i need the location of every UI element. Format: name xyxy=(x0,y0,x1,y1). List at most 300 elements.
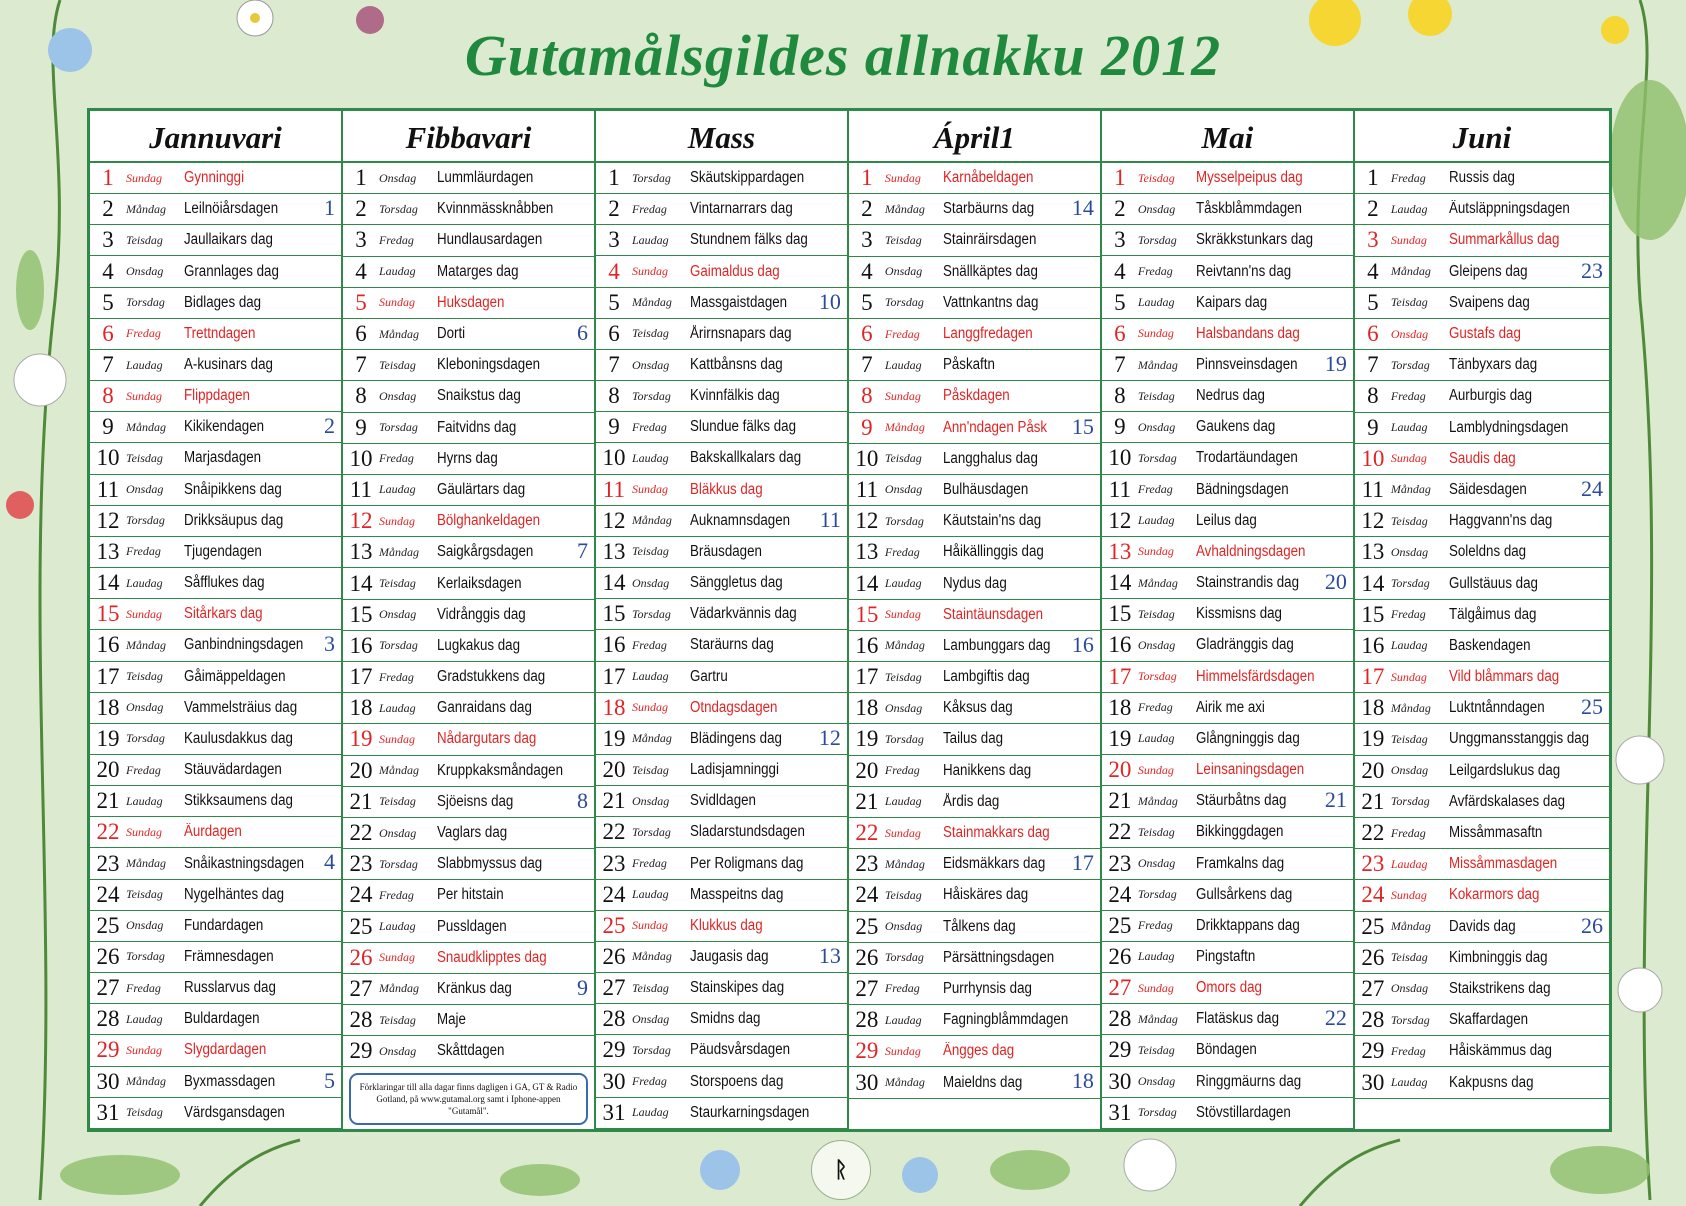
day-name: Gynninggi xyxy=(184,169,245,187)
day-row xyxy=(596,163,847,194)
day-number: 3 xyxy=(1114,227,1126,253)
day-number: 30 xyxy=(96,1068,120,1094)
weekday: Torsdag xyxy=(884,513,924,528)
weekday: Måndag xyxy=(1137,357,1178,372)
week-number: 15 xyxy=(1071,413,1094,439)
day-row xyxy=(343,849,594,880)
day-number: 22 xyxy=(1108,819,1132,845)
day-number: 16 xyxy=(96,632,120,658)
day-number: 27 xyxy=(855,975,879,1001)
weekday: Sundag xyxy=(631,700,668,715)
day-row xyxy=(90,381,341,412)
day-name: Nydus dag xyxy=(942,574,1007,592)
day-name: Hundlausardagen xyxy=(436,231,543,249)
day-number: 7 xyxy=(102,352,114,378)
day-row xyxy=(1355,662,1609,693)
day-number: 1 xyxy=(608,165,620,191)
day-number: 25 xyxy=(349,913,373,939)
day-name: Marjasdagen xyxy=(184,449,262,467)
day-number: 19 xyxy=(855,726,879,752)
weekday: Torsdag xyxy=(631,824,671,839)
day-name: Kikikendagen xyxy=(184,418,265,436)
weekday: Laudag xyxy=(1137,295,1175,310)
weekday: Fredag xyxy=(126,544,161,559)
month-column xyxy=(1102,111,1355,1129)
day-name: Haggvann'ns dag xyxy=(1448,512,1553,530)
day-number: 30 xyxy=(855,1069,879,1095)
week-number: 26 xyxy=(1581,912,1603,938)
weekday: Fredag xyxy=(1390,1043,1426,1058)
day-row xyxy=(596,381,847,412)
day-number: 19 xyxy=(96,725,120,751)
weekday: Teisdag xyxy=(126,450,163,465)
day-row xyxy=(343,288,594,319)
day-number: 4 xyxy=(102,258,114,284)
day-number: 18 xyxy=(349,695,373,721)
day-number: 16 xyxy=(1108,632,1132,658)
day-name: Russlarvus dag xyxy=(184,979,276,997)
day-number: 6 xyxy=(1367,321,1379,347)
day-row xyxy=(1355,912,1609,943)
day-number: 1 xyxy=(1367,165,1379,191)
day-name: Stövstillardagen xyxy=(1195,1103,1291,1121)
day-row xyxy=(1102,1067,1353,1098)
day-number: 18 xyxy=(1361,695,1385,721)
day-number: 5 xyxy=(102,289,114,315)
weekday: Fredag xyxy=(631,201,667,216)
day-name: Matarges dag xyxy=(436,262,519,280)
weekday: Laudag xyxy=(1390,420,1428,435)
day-number: 15 xyxy=(349,601,373,627)
day-row xyxy=(849,350,1100,381)
day-row xyxy=(596,630,847,661)
day-number: 26 xyxy=(1361,944,1385,970)
day-row xyxy=(596,848,847,879)
day-row xyxy=(1102,319,1353,350)
day-number: 1 xyxy=(861,165,873,191)
day-name: Faitvidns dag xyxy=(436,418,517,436)
weekday: Laudag xyxy=(631,887,669,902)
weekday: Fredag xyxy=(378,232,414,247)
weekday: Sundag xyxy=(378,950,415,965)
day-row xyxy=(1102,1098,1353,1129)
day-row xyxy=(343,1005,594,1036)
day-number: 2 xyxy=(102,196,114,222)
weekday: Laudag xyxy=(378,700,416,715)
weekday: Sundag xyxy=(631,482,668,497)
day-name: Kaipars dag xyxy=(1195,293,1268,311)
day-name: Ann'ndagen Påsk xyxy=(942,418,1047,436)
weekday: Laudag xyxy=(378,482,416,497)
day-row xyxy=(1102,225,1353,256)
day-name: Gustafs dag xyxy=(1448,325,1521,343)
weekday: Onsdag xyxy=(884,482,923,497)
day-name: Ängges dag xyxy=(942,1042,1015,1060)
day-number: 13 xyxy=(1108,538,1132,564)
week-number: 20 xyxy=(1324,569,1347,595)
month-name: Juni xyxy=(1355,111,1609,163)
weekday: Sundag xyxy=(884,388,921,403)
day-name: Gullstäuus dag xyxy=(1448,574,1538,592)
weekday: Torsdag xyxy=(631,1042,671,1057)
day-row xyxy=(90,599,341,630)
day-row xyxy=(343,319,594,350)
day-row xyxy=(1355,756,1609,787)
day-row xyxy=(1102,817,1353,848)
day-number: 21 xyxy=(602,788,626,814)
day-row xyxy=(849,475,1100,506)
weekday: Fredag xyxy=(1390,607,1426,622)
day-row xyxy=(1102,942,1353,973)
weekday: Måndag xyxy=(126,419,166,434)
day-row xyxy=(1355,849,1609,880)
weekday: Måndag xyxy=(378,763,419,778)
weekday: Onsdag xyxy=(1137,637,1176,652)
day-row xyxy=(596,599,847,630)
day-row xyxy=(1102,381,1353,412)
day-number: 3 xyxy=(355,227,367,253)
weekday: Laudag xyxy=(631,669,669,684)
weekday: Fredag xyxy=(631,856,667,871)
day-name: Stäurbåtns dag xyxy=(1195,792,1287,810)
day-name: Saigkårgsdagen xyxy=(436,543,534,561)
day-name: Värdsgansdagen xyxy=(184,1103,285,1121)
weekday: Teisdag xyxy=(631,544,669,559)
day-number: 9 xyxy=(102,414,114,440)
day-row xyxy=(343,225,594,256)
weekday: Måndag xyxy=(1390,919,1431,934)
day-row xyxy=(1355,288,1609,319)
day-row xyxy=(90,786,341,817)
day-row xyxy=(1355,506,1609,537)
weekday: Måndag xyxy=(884,856,925,871)
weekday: Laudag xyxy=(884,794,922,809)
day-row xyxy=(343,568,594,599)
day-name: Glångninggis dag xyxy=(1195,729,1300,747)
day-row xyxy=(596,724,847,755)
day-row xyxy=(1355,381,1609,412)
day-number: 5 xyxy=(1367,289,1379,315)
day-name: Eidsmäkkars dag xyxy=(942,855,1046,873)
weekday: Teisdag xyxy=(884,887,922,902)
day-name: Huksdagen xyxy=(436,293,505,311)
day-number: 5 xyxy=(608,289,620,315)
day-number: 8 xyxy=(102,383,114,409)
day-name: Äurdagen xyxy=(184,823,242,841)
day-number: 7 xyxy=(861,352,873,378)
day-number: 23 xyxy=(96,850,120,876)
day-name: Kränkus dag xyxy=(436,979,512,997)
day-number: 26 xyxy=(855,944,879,970)
day-number: 15 xyxy=(855,601,879,627)
month-column xyxy=(1355,111,1609,1129)
day-row xyxy=(596,288,847,319)
day-name: Flippdagen xyxy=(184,387,250,405)
weekday: Onsdag xyxy=(126,700,164,715)
day-number: 10 xyxy=(602,445,626,471)
day-row xyxy=(90,537,341,568)
weekday: Laudag xyxy=(631,1105,669,1120)
day-name: Stundnem fälks dag xyxy=(689,231,808,249)
weekday: Onsdag xyxy=(1137,419,1176,434)
day-name: Snåikastningsdagen xyxy=(184,854,305,872)
day-row xyxy=(1102,630,1353,661)
day-row xyxy=(1355,194,1609,225)
day-row xyxy=(596,817,847,848)
day-number: 14 xyxy=(96,570,120,596)
day-row xyxy=(1102,288,1353,319)
day-number: 23 xyxy=(1361,851,1385,877)
week-number: 12 xyxy=(818,724,841,750)
day-name: Saudis dag xyxy=(1448,449,1516,467)
day-row xyxy=(343,163,594,194)
day-name: Kaulusdakkus dag xyxy=(184,729,293,747)
day-name: Drikktappans dag xyxy=(1195,916,1300,934)
day-row xyxy=(343,693,594,724)
weekday: Fredag xyxy=(631,1074,667,1089)
day-name: Gäulärtars dag xyxy=(436,480,526,498)
weekday: Måndag xyxy=(884,638,925,653)
weekday: Teisdag xyxy=(1137,170,1175,185)
day-name: Tjugendagen xyxy=(184,542,262,560)
day-name: Såfflukes dag xyxy=(184,574,265,592)
day-name: Bikkinggdagen xyxy=(1195,823,1284,841)
day-name: Skåttdagen xyxy=(436,1042,505,1060)
day-number: 11 xyxy=(855,476,878,502)
day-number: 1 xyxy=(355,165,367,191)
day-name: Byxmassdagen xyxy=(184,1072,276,1090)
weekday: Fredag xyxy=(884,326,920,341)
day-number: 16 xyxy=(602,632,626,658)
day-row xyxy=(90,880,341,911)
day-row xyxy=(1355,568,1609,599)
day-name: Böndagen xyxy=(1195,1041,1257,1059)
day-number: 7 xyxy=(355,352,367,378)
day-name: Starbäurns dag xyxy=(942,200,1035,218)
day-number: 3 xyxy=(861,227,873,253)
day-name: Masspeitns dag xyxy=(689,885,784,903)
day-name: Flatäskus dag xyxy=(1195,1010,1279,1028)
day-name: Jaugasis dag xyxy=(689,947,769,965)
day-number: 2 xyxy=(1367,196,1379,222)
weekday: Teisdag xyxy=(1137,388,1175,403)
day-name: Svaipens dag xyxy=(1448,293,1530,311)
day-name: Staräurns dag xyxy=(689,636,774,654)
weekday: Torsdag xyxy=(1137,450,1177,465)
day-number: 28 xyxy=(1108,1006,1132,1032)
day-row xyxy=(849,288,1100,319)
day-row xyxy=(596,942,847,973)
day-row xyxy=(596,1067,847,1098)
day-row xyxy=(343,1036,594,1067)
weekday: Teisdag xyxy=(126,887,163,902)
day-number: 15 xyxy=(1361,601,1385,627)
week-number: 25 xyxy=(1581,694,1603,720)
day-row xyxy=(343,475,594,506)
day-number: 11 xyxy=(349,476,373,502)
weekday: Onsdag xyxy=(631,793,670,808)
day-name: Per Roligmans dag xyxy=(689,854,804,872)
weekday: Onsdag xyxy=(1137,201,1176,216)
day-name: Trodartäundagen xyxy=(1195,449,1298,467)
week-number: 7 xyxy=(576,538,588,564)
day-name: Davids dag xyxy=(1448,917,1516,935)
day-name: Unggmansstanggis dag xyxy=(1448,730,1589,748)
day-name: Himmelsfärdsdagen xyxy=(1195,667,1315,685)
day-name: Vaglars dag xyxy=(436,824,508,842)
day-number: 13 xyxy=(602,538,626,564)
day-number: 20 xyxy=(96,757,120,783)
day-number: 6 xyxy=(608,320,620,346)
day-number: 26 xyxy=(96,943,120,969)
day-row xyxy=(1355,225,1609,256)
day-name: Päudsvårsdagen xyxy=(689,1041,790,1059)
day-name: Otndagsdagen xyxy=(689,698,778,716)
weekday: Onsdag xyxy=(884,700,923,715)
day-name: Håikällinggis dag xyxy=(942,543,1044,561)
weekday: Sundag xyxy=(1137,326,1174,341)
day-number: 10 xyxy=(1361,445,1385,471)
weekday: Teisdag xyxy=(884,451,922,466)
day-row xyxy=(343,600,594,631)
day-name: Stainräirsdagen xyxy=(942,231,1037,249)
weekday: Måndag xyxy=(884,1075,925,1090)
weekday: Fredag xyxy=(884,763,920,778)
weekday: Teisdag xyxy=(1137,1042,1175,1057)
day-name: Missåmmasaftn xyxy=(1448,824,1543,842)
day-name: Håiskäres dag xyxy=(942,886,1029,904)
day-name: Gleipens dag xyxy=(1448,262,1528,280)
day-number: 21 xyxy=(96,788,120,814)
day-number: 17 xyxy=(349,664,373,690)
calendar-table xyxy=(87,108,1612,1132)
day-number: 22 xyxy=(855,820,879,846)
day-row xyxy=(343,537,594,568)
day-name: Lambunggars dag xyxy=(942,636,1051,654)
day-name: Leilgardslukus dag xyxy=(1448,761,1561,779)
day-name: Framkalns dag xyxy=(1195,854,1285,872)
day-name: Ladisjamninggi xyxy=(689,761,779,779)
day-row xyxy=(849,880,1100,911)
day-name: Lummläurdagen xyxy=(436,169,534,187)
weekday: Laudag xyxy=(884,357,922,372)
day-number: 27 xyxy=(96,975,120,1001)
day-row xyxy=(90,1098,341,1129)
weekday: Måndag xyxy=(126,637,166,652)
day-row xyxy=(849,381,1100,412)
day-number: 4 xyxy=(861,258,873,284)
day-number: 12 xyxy=(855,508,879,534)
day-name: Gladränggis dag xyxy=(1195,636,1294,654)
day-number: 21 xyxy=(1361,788,1385,814)
day-number: 6 xyxy=(1114,320,1126,346)
weekday: Onsdag xyxy=(884,919,923,934)
weekday: Teisdag xyxy=(1137,824,1175,839)
day-name: Snaudklipptes dag xyxy=(436,948,547,966)
day-number: 4 xyxy=(1114,258,1126,284)
day-name: Årdis dag xyxy=(942,792,1000,810)
day-row xyxy=(596,350,847,381)
day-row xyxy=(343,381,594,412)
week-number: 19 xyxy=(1324,350,1347,376)
day-row xyxy=(343,257,594,288)
day-row xyxy=(90,911,341,942)
day-name: Kruppkaksmåndagen xyxy=(436,761,563,779)
day-number: 11 xyxy=(1361,476,1384,502)
day-row xyxy=(1102,599,1353,630)
day-name: Auknamnsdagen xyxy=(689,511,790,529)
weekday: Teisdag xyxy=(884,669,922,684)
week-number: 5 xyxy=(323,1067,335,1093)
day-name: Trettndagen xyxy=(184,324,256,342)
day-number: 22 xyxy=(1361,820,1385,846)
day-number: 7 xyxy=(608,352,620,378)
day-name: Slundue fälks dag xyxy=(689,418,796,436)
day-number: 3 xyxy=(1367,227,1379,253)
day-row xyxy=(1102,848,1353,879)
weekday: Fredag xyxy=(631,637,667,652)
day-number: 19 xyxy=(349,726,373,752)
weekday: Teisdag xyxy=(378,794,416,809)
day-row xyxy=(1102,1004,1353,1035)
weekday: Sundag xyxy=(884,825,921,840)
day-name: Buldardagen xyxy=(184,1010,260,1028)
day-number: 9 xyxy=(1114,414,1126,440)
day-name: Staurkarningsdagen xyxy=(689,1103,810,1121)
day-row xyxy=(596,1004,847,1035)
day-number: 31 xyxy=(1108,1099,1132,1125)
day-name: Säidesdagen xyxy=(1448,480,1527,498)
day-name: Mysselpeipus dag xyxy=(1195,169,1303,187)
weekday: Onsdag xyxy=(378,825,417,840)
day-row xyxy=(849,225,1100,256)
month-column xyxy=(849,111,1102,1129)
day-number: 23 xyxy=(855,851,879,877)
day-row xyxy=(90,568,341,599)
day-row xyxy=(343,444,594,475)
day-name: Nygelhäntes dag xyxy=(184,885,285,903)
explanation-note: Förklaringar till alla dagar finns dagligen i GA, GT & Radio Gotland, på www.gutamal.org samt i Iphone-appen "Gutamål". xyxy=(349,1073,588,1125)
day-row xyxy=(1102,1035,1353,1066)
weekday: Teisdag xyxy=(378,1012,416,1027)
day-number: 17 xyxy=(96,663,120,689)
day-name: Håiskämmus dag xyxy=(1448,1042,1552,1060)
day-number: 29 xyxy=(96,1037,120,1063)
day-name: Kattbånsns dag xyxy=(689,356,783,374)
weekday: Måndag xyxy=(1137,1011,1178,1026)
day-number: 5 xyxy=(1114,289,1126,315)
weekday: Sundag xyxy=(884,1043,921,1058)
weekday: Laudag xyxy=(126,575,163,590)
day-number: 9 xyxy=(861,414,873,440)
day-row xyxy=(1102,973,1353,1004)
day-number: 13 xyxy=(855,539,879,565)
weekday: Sundag xyxy=(631,918,668,933)
month-column xyxy=(90,111,343,1129)
week-number: 3 xyxy=(323,631,335,657)
day-row xyxy=(343,974,594,1005)
day-row xyxy=(343,787,594,818)
weekday: Laudag xyxy=(1390,856,1428,871)
page-title: Gutamålsgildes allnakku 2012 xyxy=(464,23,1222,88)
weekday: Torsdag xyxy=(884,731,924,746)
day-name: Skäutskippardagen xyxy=(689,169,805,187)
day-name: Dorti xyxy=(436,325,466,343)
day-number: 3 xyxy=(102,227,114,253)
day-row xyxy=(849,444,1100,475)
day-row xyxy=(596,506,847,537)
day-name: Jaullaikars dag xyxy=(184,231,273,249)
